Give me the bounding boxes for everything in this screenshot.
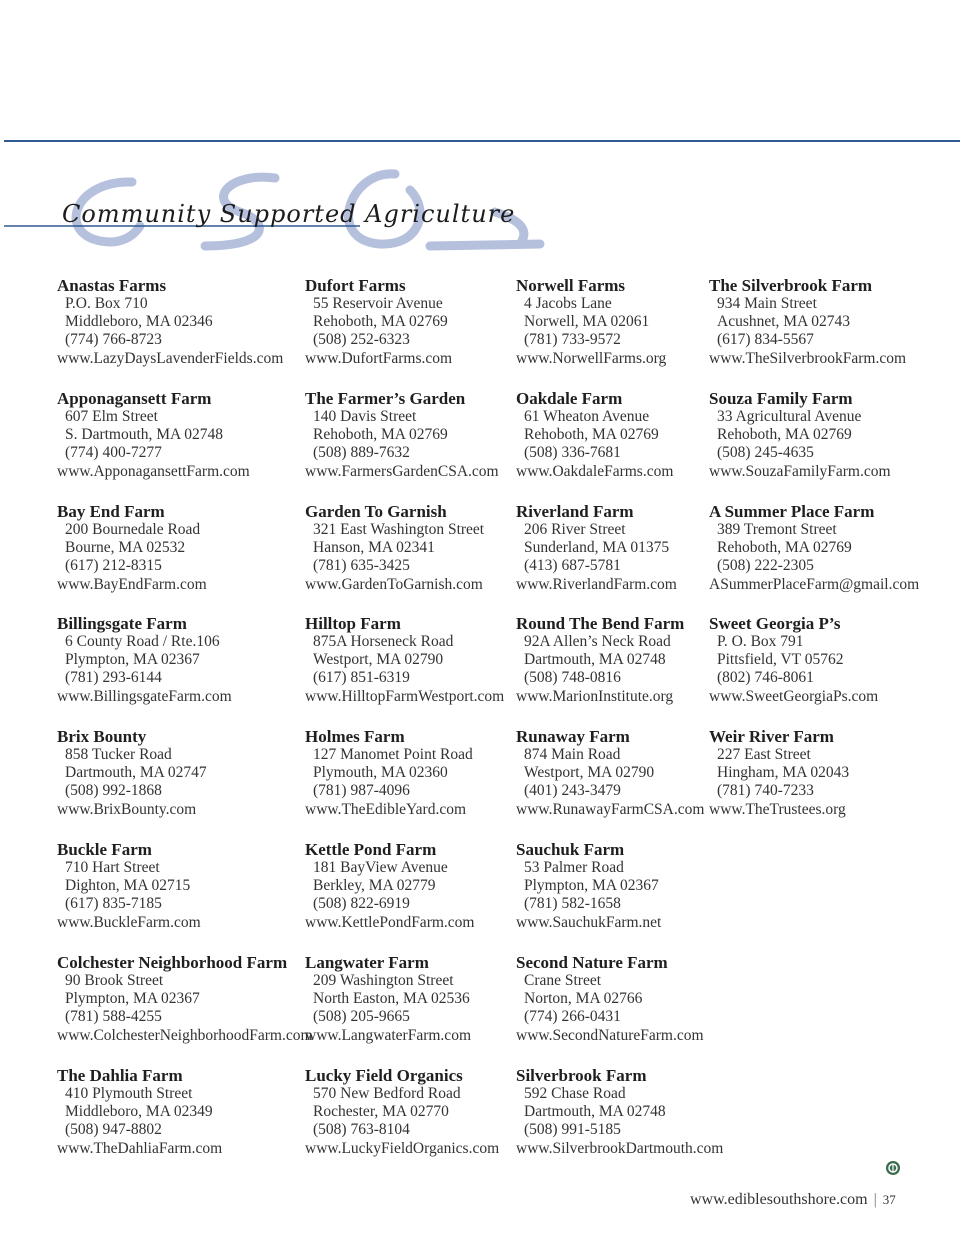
farm-address-line: 389 Tremont Street [717, 520, 837, 538]
farm-name: Second Nature Farm [516, 952, 668, 972]
farm-phone: (617) 851-6319 [313, 669, 410, 687]
farm-name: Buckle Farm [57, 839, 152, 859]
farm-website-link[interactable]: www.MarionInstitute.org [516, 688, 674, 706]
farm-website-link[interactable]: www.SilverbrookDartmouth.com [516, 1139, 724, 1157]
page-number: 37 [882, 1192, 896, 1207]
farm-address-line: 570 New Bedford Road [313, 1084, 461, 1102]
farm-phone: (781) 740-7233 [717, 782, 814, 800]
farm-address-line: 410 Plymouth Street [65, 1084, 193, 1102]
farm-entry [57, 1066, 307, 1179]
farm-website-link[interactable]: www.SauchukFarm.net [516, 913, 662, 931]
farm-address-line: 6 County Road / Rte.106 [65, 633, 220, 651]
farm-website-link[interactable]: www.LazyDaysLavenderFields.com [57, 350, 284, 367]
farm-entry [57, 614, 307, 727]
farm-website-link[interactable]: www.ColchesterNeighborhoodFarm.com [57, 1026, 313, 1044]
farm-address-line: Rochester, MA 02770 [313, 1102, 449, 1120]
farm-phone: (401) 243-3479 [524, 782, 621, 800]
farm-address-line: Pittsfield, VT 05762 [717, 651, 844, 669]
farm-name: Holmes Farm [305, 727, 405, 747]
farm-address-line: Middleboro, MA 02349 [65, 1102, 213, 1120]
farm-entry [516, 1066, 766, 1179]
farm-phone: (508) 992-1868 [65, 782, 162, 800]
farm-name: The Silverbrook Farm [709, 276, 873, 295]
farm-name: Lucky Field Organics [305, 1065, 463, 1085]
farm-address-line: Plympton, MA 02367 [524, 876, 659, 894]
farm-address-line: 90 Brook Street [65, 971, 164, 989]
farm-address-line: Bourne, MA 02532 [65, 538, 186, 556]
farm-phone: (508) 748-0816 [524, 669, 621, 687]
farm-name: Hilltop Farm [305, 614, 401, 634]
farm-phone: (774) 266-0431 [524, 1007, 621, 1025]
farm-website-link[interactable]: www.BuckleFarm.com [57, 913, 201, 931]
farm-phone: (781) 733-9572 [524, 331, 621, 348]
farm-address-line: Crane Street [524, 971, 602, 989]
farm-website-link[interactable]: www.OakdaleFarms.com [516, 462, 674, 480]
farm-address-line: 875A Horseneck Road [313, 633, 454, 651]
farm-address-line: 206 River Street [524, 520, 626, 538]
farm-address-line: 55 Reservoir Avenue [313, 295, 443, 312]
farm-phone: (781) 987-4096 [313, 782, 410, 800]
farm-address-line: Westport, MA 02790 [524, 764, 655, 782]
farm-address-line: 227 East Street [717, 746, 811, 764]
farm-phone: (508) 252-6323 [313, 331, 410, 348]
farm-name: Silverbrook Farm [516, 1065, 647, 1085]
farm-phone: (781) 293-6144 [65, 669, 162, 687]
farm-address-line: S. Dartmouth, MA 02748 [65, 425, 224, 443]
farm-website-link[interactable]: www.TheTrustees.org [709, 801, 846, 819]
farm-column-4 [709, 276, 959, 840]
farm-phone: (802) 746-8061 [717, 669, 814, 687]
farm-phone: (781) 635-3425 [313, 556, 410, 574]
page-footer [690, 1191, 896, 1209]
farm-name: Garden To Garnish [305, 501, 447, 521]
farm-name: Bay End Farm [57, 501, 165, 521]
farm-website-link[interactable]: www.NorwellFarms.org [516, 350, 667, 367]
farm-address-line: Rehoboth, MA 02769 [717, 425, 852, 443]
farm-address-line: 592 Chase Road [524, 1084, 626, 1102]
farm-address-line: North Easton, MA 02536 [313, 989, 470, 1007]
farm-name: Anastas Farms [57, 276, 167, 295]
farm-name: Weir River Farm [709, 727, 834, 747]
farm-website-link[interactable]: www.FarmersGardenCSA.com [305, 462, 499, 480]
farm-address-line: 181 BayView Avenue [313, 858, 448, 876]
farm-address-line: Berkley, MA 02779 [313, 876, 436, 894]
farm-website-link[interactable]: www.BrixBounty.com [57, 801, 197, 819]
farm-address-line: 200 Bournedale Road [65, 520, 201, 538]
farm-address-line: 607 Elm Street [65, 407, 158, 425]
farm-address-line: Rehoboth, MA 02769 [313, 313, 448, 330]
farm-address-line: 710 Hart Street [65, 858, 160, 876]
farm-address-line: P. O. Box 791 [717, 633, 804, 651]
farm-address-line: Westport, MA 02790 [313, 651, 444, 669]
farm-phone: (508) 245-4635 [717, 443, 814, 461]
farm-address-line: 33 Agricultural Avenue [717, 407, 862, 425]
farm-address-line: Rehoboth, MA 02769 [313, 425, 448, 443]
farm-address-line: P.O. Box 710 [65, 295, 148, 312]
page-title: Community Supported Agriculture [62, 200, 516, 228]
farm-name: The Dahlia Farm [57, 1065, 183, 1085]
farm-phone: (617) 212-8315 [65, 556, 162, 574]
farm-website-link[interactable]: www.DufortFarms.com [305, 350, 453, 367]
farm-address-line: Hanson, MA 02341 [313, 538, 435, 556]
farm-address-line: Plympton, MA 02367 [65, 651, 200, 669]
farm-website-link[interactable]: www.TheSilverbrookFarm.com [709, 350, 907, 367]
farm-phone: (413) 687-5781 [524, 556, 621, 574]
farm-address-line: Plymouth, MA 02360 [313, 764, 448, 782]
farm-entry [57, 840, 307, 953]
farm-name: Billingsgate Farm [57, 614, 187, 634]
farm-address-line: 53 Palmer Road [524, 858, 624, 876]
farm-name: The Farmer’s Garden [305, 388, 466, 408]
farm-name: Norwell Farms [516, 276, 626, 295]
farm-website-link[interactable]: www.SouzaFamilyFarm.com [709, 462, 891, 480]
farm-address-line: Hingham, MA 02043 [717, 764, 850, 782]
farm-phone: (617) 835-7185 [65, 894, 162, 912]
farm-entry [57, 727, 307, 840]
farm-address-line: Dighton, MA 02715 [65, 876, 191, 894]
farm-address-line: Dartmouth, MA 02748 [524, 1102, 666, 1120]
farm-address-line: 140 Davis Street [313, 407, 417, 425]
farm-column-1 [57, 276, 313, 1178]
farm-address-line: Norton, MA 02766 [524, 989, 643, 1007]
farm-website-link[interactable]: www.ApponagansettFarm.com [57, 462, 250, 480]
farm-website-link[interactable]: ASummerPlaceFarm@gmail.com [709, 575, 920, 593]
farm-website-link[interactable]: www.RiverlandFarm.com [516, 575, 677, 593]
farm-entry [57, 952, 313, 1066]
farm-address-line: 321 East Washington Street [313, 520, 485, 538]
farm-name: Colchester Neighborhood Farm [57, 952, 288, 972]
farm-address-line: Plympton, MA 02367 [65, 989, 200, 1007]
farm-address-line: Dartmouth, MA 02748 [524, 651, 666, 669]
farm-phone: (508) 947-8802 [65, 1120, 162, 1138]
farm-website-link[interactable]: www.SecondNatureFarm.com [516, 1026, 704, 1044]
farm-website-link[interactable]: www.TheEdibleYard.com [305, 801, 467, 819]
farm-phone: (508) 889-7632 [313, 443, 410, 461]
farm-address-line: 127 Manomet Point Road [313, 746, 473, 764]
farm-phone: (774) 766-8723 [65, 331, 162, 348]
farm-entry [57, 389, 307, 502]
section-title [0, 160, 560, 255]
farm-phone: (508) 222-2305 [717, 556, 814, 574]
farm-entry [57, 502, 307, 615]
farm-phone: (508) 991-5185 [524, 1120, 621, 1138]
farm-website-link[interactable]: www.SweetGeorgiaPs.com [709, 688, 879, 706]
farm-name: Kettle Pond Farm [305, 839, 437, 859]
farm-address-line: 934 Main Street [717, 295, 817, 312]
farm-website-link[interactable]: www.KettlePondFarm.com [305, 913, 475, 931]
farm-phone: (781) 588-4255 [65, 1007, 162, 1025]
farm-website-link[interactable]: www.RunawayFarmCSA.com [516, 801, 705, 819]
farm-website-link[interactable]: www.LangwaterFarm.com [305, 1026, 471, 1044]
farm-website-link[interactable]: www.BayEndFarm.com [57, 575, 207, 593]
farm-phone: (617) 834-5567 [717, 331, 814, 348]
farm-entry [516, 953, 766, 1066]
farm-website-link[interactable]: www.LuckyFieldOrganics.com [305, 1139, 500, 1157]
farm-name: Oakdale Farm [516, 388, 623, 408]
farm-website-link[interactable]: www.BillingsgateFarm.com [57, 688, 232, 706]
farm-address-line: 92A Allen’s Neck Road [524, 633, 671, 651]
farm-phone: (774) 400-7277 [65, 443, 162, 461]
farm-address-line: 874 Main Road [524, 746, 621, 764]
farm-phone: (508) 336-7681 [524, 443, 621, 461]
farm-phone: (508) 205-9665 [313, 1007, 410, 1025]
farm-name: Langwater Farm [305, 952, 429, 972]
farm-address-line: Rehoboth, MA 02769 [524, 425, 659, 443]
farm-name: Sweet Georgia P’s [709, 614, 841, 634]
farm-name: Runaway Farm [516, 727, 630, 747]
farm-name: Apponagansett Farm [57, 388, 212, 408]
farm-entry [709, 389, 959, 502]
farm-name: A Summer Place Farm [709, 501, 875, 521]
farm-address-line: Sunderland, MA 01375 [524, 538, 670, 556]
farm-address-line: Middleboro, MA 02346 [65, 313, 213, 330]
farm-entry [57, 276, 307, 389]
farm-entry [709, 614, 959, 727]
magazine-logo-icon [885, 1160, 901, 1176]
farm-name: Souza Family Farm [709, 388, 853, 408]
farm-address-line: 4 Jacobs Lane [524, 295, 612, 312]
farm-address-line: Dartmouth, MA 02747 [65, 764, 207, 782]
farm-phone: (781) 582-1658 [524, 894, 621, 912]
farm-address-line: 858 Tucker Road [65, 746, 172, 764]
farm-address-line: Acushnet, MA 02743 [717, 313, 851, 330]
farm-entry [516, 840, 766, 953]
farm-address-line: Norwell, MA 02061 [524, 313, 650, 330]
farm-entry [709, 276, 959, 389]
farm-name: Dufort Farms [305, 276, 406, 295]
farm-address-line: 209 Washington Street [313, 971, 454, 989]
farm-entry [709, 502, 959, 615]
farm-name: Sauchuk Farm [516, 839, 625, 859]
farm-name: Round The Bend Farm [516, 614, 685, 634]
top-rule [4, 140, 960, 142]
footer-separator: | [873, 1191, 877, 1208]
farm-name: Riverland Farm [516, 501, 634, 521]
farm-website-link[interactable]: www.HilltopFarmWestport.com [305, 688, 505, 706]
farm-phone: (508) 822-6919 [313, 894, 410, 912]
farm-entry [709, 727, 959, 840]
farm-address-line: Rehoboth, MA 02769 [717, 538, 852, 556]
farm-address-line: 61 Wheaton Avenue [524, 407, 650, 425]
farm-phone: (508) 763-8104 [313, 1120, 410, 1138]
farm-name: Brix Bounty [57, 727, 147, 747]
farm-website-link[interactable]: www.TheDahliaFarm.com [57, 1139, 223, 1157]
farm-website-link[interactable]: www.GardenToGarnish.com [305, 575, 483, 593]
footer-website[interactable]: www.ediblesouthshore.com [690, 1191, 868, 1208]
